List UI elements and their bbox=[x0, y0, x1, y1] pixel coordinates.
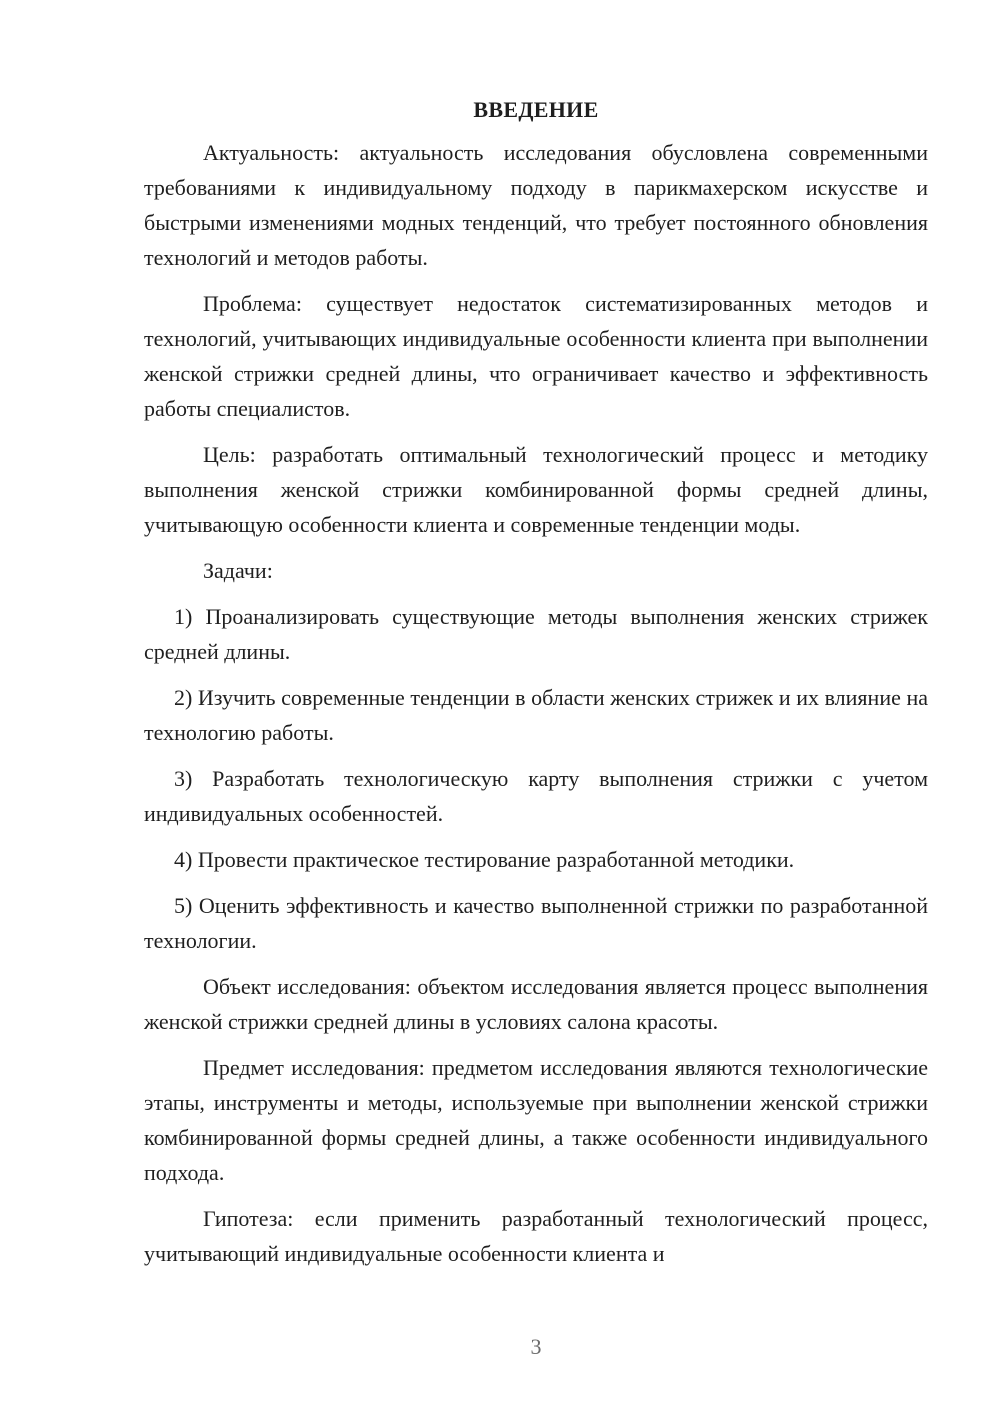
task-item-1: 1) Проанализировать существующие методы выполнения женских стрижек средней длины. bbox=[144, 604, 928, 664]
paragraph-tasks-heading: Задачи: bbox=[203, 558, 273, 583]
page-number: 3 bbox=[530, 1334, 542, 1359]
paragraph-subject: Предмет исследования: предметом исследования являются технологические этапы, инструменты и методы, используемые при выполнении женской стрижки комбинированной формы средней длины, а также особенности индивидуального подхода. bbox=[144, 1055, 928, 1185]
task-item-4: 4) Провести практическое тестирование разработанной методики. bbox=[174, 847, 795, 872]
task-item-2: 2) Изучить современные тенденции в области женских стрижек и их влияние на технологию работы. bbox=[144, 685, 928, 745]
paragraph-object: Объект исследования: объектом исследования является процесс выполнения женской стрижки средней длины в условиях салона красоты. bbox=[144, 974, 928, 1034]
paragraph-hypothesis: Гипотеза: если применить разработанный технологический процесс, учитывающий индивидуальные особенности клиента и bbox=[144, 1206, 928, 1266]
section-title: ВВЕДЕНИЕ bbox=[473, 97, 599, 122]
task-item-3: 3) Разработать технологическую карту выполнения стрижки с учетом индивидуальных особенностей. bbox=[144, 766, 928, 826]
page-content bbox=[144, 95, 928, 1282]
paragraph-goal: Цель: разработать оптимальный технологический процесс и методику выполнения женской стрижки комбинированной формы средней длины, учитывающую особенности клиента и современные тенденции моды. bbox=[144, 442, 928, 537]
task-item-5: 5) Оценить эффективность и качество выполненной стрижки по разработанной технологии. bbox=[144, 893, 928, 953]
paragraph-relevance: Актуальность: актуальность исследования обусловлена современными требованиями к индивидуальному подходу в парикмахерском искусстве и быстрыми изменениями модных тенденций, что требует постоянного обновления технологий и методов работы. bbox=[144, 140, 928, 270]
paragraph-problem: Проблема: существует недостаток систематизированных методов и технологий, учитывающих индивидуальные особенности клиента при выполнении женской стрижки средней длины, что ограничивает качество и эффективность работы специалистов. bbox=[144, 291, 928, 421]
